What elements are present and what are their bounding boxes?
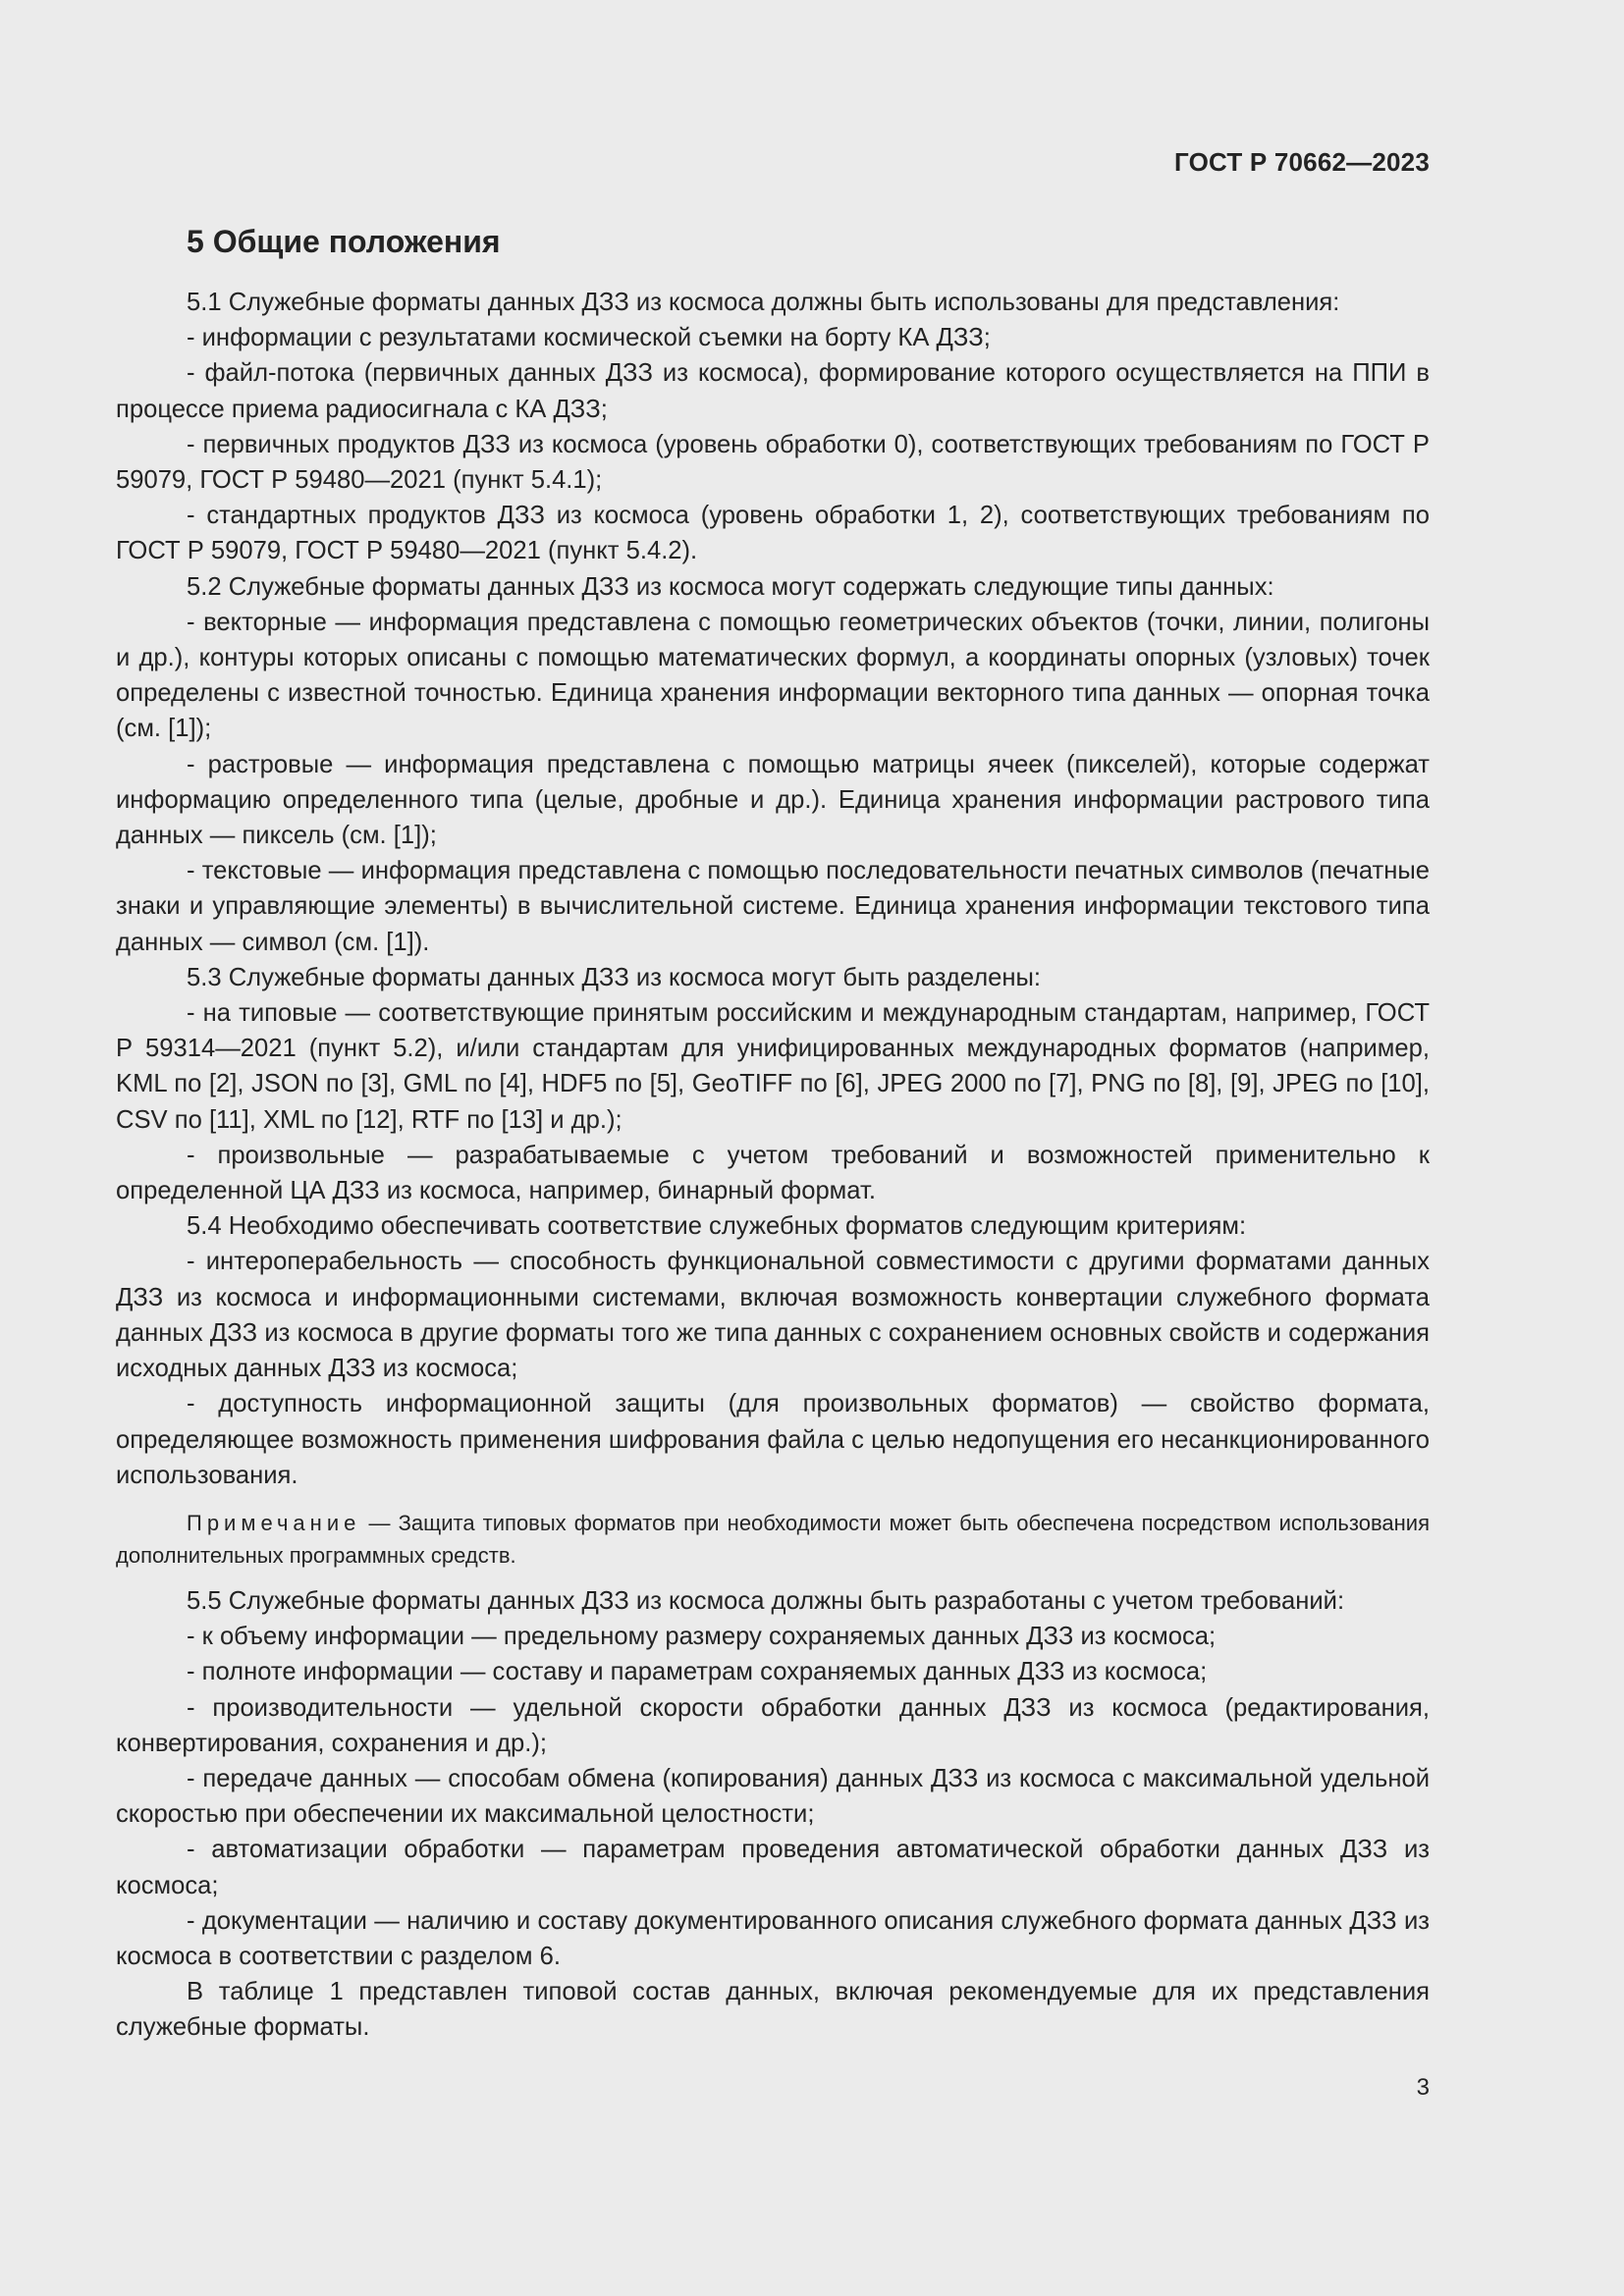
note — [116, 1507, 1430, 1572]
paragraph: - интероперабельность — способность функциональной совместимости с другими форматами данных ДЗЗ из космоса и информационными системами, включая возможность конвертации служебного формата данных ДЗЗ из космоса в другие форматы того же типа данных с сохранением основных свойств и содержания исходных данных ДЗЗ из космоса; — [116, 1248, 1430, 1383]
paragraph: - к объему информации — предельному размеру сохраняемых данных ДЗЗ из космоса; — [187, 1623, 1217, 1651]
paragraph: - векторные — информация представлена с помощью геометрических объектов (точки, линии, полигоны и др.), контуры которых описаны с помощью математических формул, а координаты опорных (узловых) точек определены с известной точностью. Единица хранения информации векторного типа данных — опорная точка (см. [1]); — [116, 608, 1430, 743]
page-number: 3 — [1416, 2074, 1430, 2101]
paragraph: В таблице 1 представлен типовой состав данных, включая рекомендуемые для их представления служебные форматы. — [116, 1978, 1430, 2042]
paragraph: - первичных продуктов ДЗЗ из космоса (уровень обработки 0), соответствующих требованиям по ГОСТ Р 59079, ГОСТ Р 59480—2021 (пункт 5.4.1); — [116, 430, 1430, 495]
paragraph: - автоматизации обработки — параметрам проведения автоматической обработки данных ДЗЗ из космоса; — [116, 1836, 1430, 1899]
paragraph: - текстовые — информация представлена с помощью последовательности печатных символов (печатные знаки и управляющие элементы) в вычислительной системе. Единица хранения информации текстового типа данных — символ (см. [1]). — [116, 857, 1430, 956]
paragraph: - файл-потока (первичных данных ДЗЗ из космоса), формирование которого осуществляется на ППИ в процессе приема радиосигнала с КА ДЗЗ; — [116, 359, 1430, 423]
paragraph: 5.3 Служебные форматы данных ДЗЗ из космоса могут быть разделены: — [187, 963, 1042, 991]
paragraph: - растровые — информация представлена с помощью матрицы ячеек (пикселей), которые содержат информацию определенного типа (целые, дробные и др.). Единица хранения информации растрового типа данных — пиксель (см. [1]); — [116, 750, 1430, 850]
paragraph: 5.2 Служебные форматы данных ДЗЗ из космоса могут содержать следующие типы данных: — [187, 572, 1274, 601]
paragraph: 5.5 Служебные форматы данных ДЗЗ из космоса должны быть разработаны с учетом требований: — [187, 1586, 1345, 1615]
paragraph: - стандартных продуктов ДЗЗ из космоса (уровень обработки 1, 2), соответствующих требованиям по ГОСТ Р 59079, ГОСТ Р 59480—2021 (пункт 5.4.2). — [116, 502, 1430, 565]
note-label: Примечание — [187, 1510, 361, 1535]
section-body — [116, 285, 1430, 2046]
paragraph: - полноте информации — составу и параметрам сохраняемых данных ДЗЗ из космоса; — [187, 1658, 1208, 1686]
section-title: 5 Общие положения — [187, 224, 501, 259]
document-page — [116, 0, 1430, 2296]
paragraph: - документации — наличию и составу документированного описания служебного формата данных ДЗЗ из космоса в соответствии с разделом 6. — [116, 1906, 1430, 1970]
document-header: ГОСТ Р 70662—2023 — [1174, 147, 1430, 177]
paragraph: - информации с результатами космической съемки на борту КА ДЗЗ; — [187, 324, 991, 352]
paragraph: 5.4 Необходимо обеспечивать соответствие служебных форматов следующим критериям: — [187, 1212, 1247, 1241]
paragraph: 5.1 Служебные форматы данных ДЗЗ из космоса должны быть использованы для представления: — [187, 289, 1340, 316]
paragraph: - произвольные — разрабатываемые с учетом требований и возможностей применительно к определенной ЦА ДЗЗ из космоса, например, бинарный формат. — [116, 1141, 1430, 1205]
note-text: — Защита типовых форматов при необходимости может быть обеспечена посредством использования дополнительных программных средств. — [116, 1510, 1430, 1568]
paragraph: - передаче данных — способам обмена (копирования) данных ДЗЗ из космоса с максимальной удельной скоростью при обеспечении их максимальной целостности; — [116, 1764, 1430, 1829]
paragraph: - производительности — удельной скорости обработки данных ДЗЗ из космоса (редактирования, конвертирования, сохранения и др.); — [116, 1693, 1430, 1757]
paragraph: - доступность информационной защиты (для произвольных форматов) — свойство формата, определяющее возможность применения шифрования файла с целью недопущения его несанкционированного использования. — [116, 1390, 1430, 1489]
paragraph: - на типовые — соответствующие принятым российским и международным стандартам, например, ГОСТ Р 59314—2021 (пункт 5.2), и/или стандартам для унифицированных международных форматов (например, KML по [2], JSON по [3], GML по [4], HDF5 по [5], GeoTIFF по [6], JPEG 2000 по [7], PNG по [8], [9], JPEG по [10], CSV по [11], XML по [12], RTF по [13] и др.); — [116, 999, 1430, 1134]
